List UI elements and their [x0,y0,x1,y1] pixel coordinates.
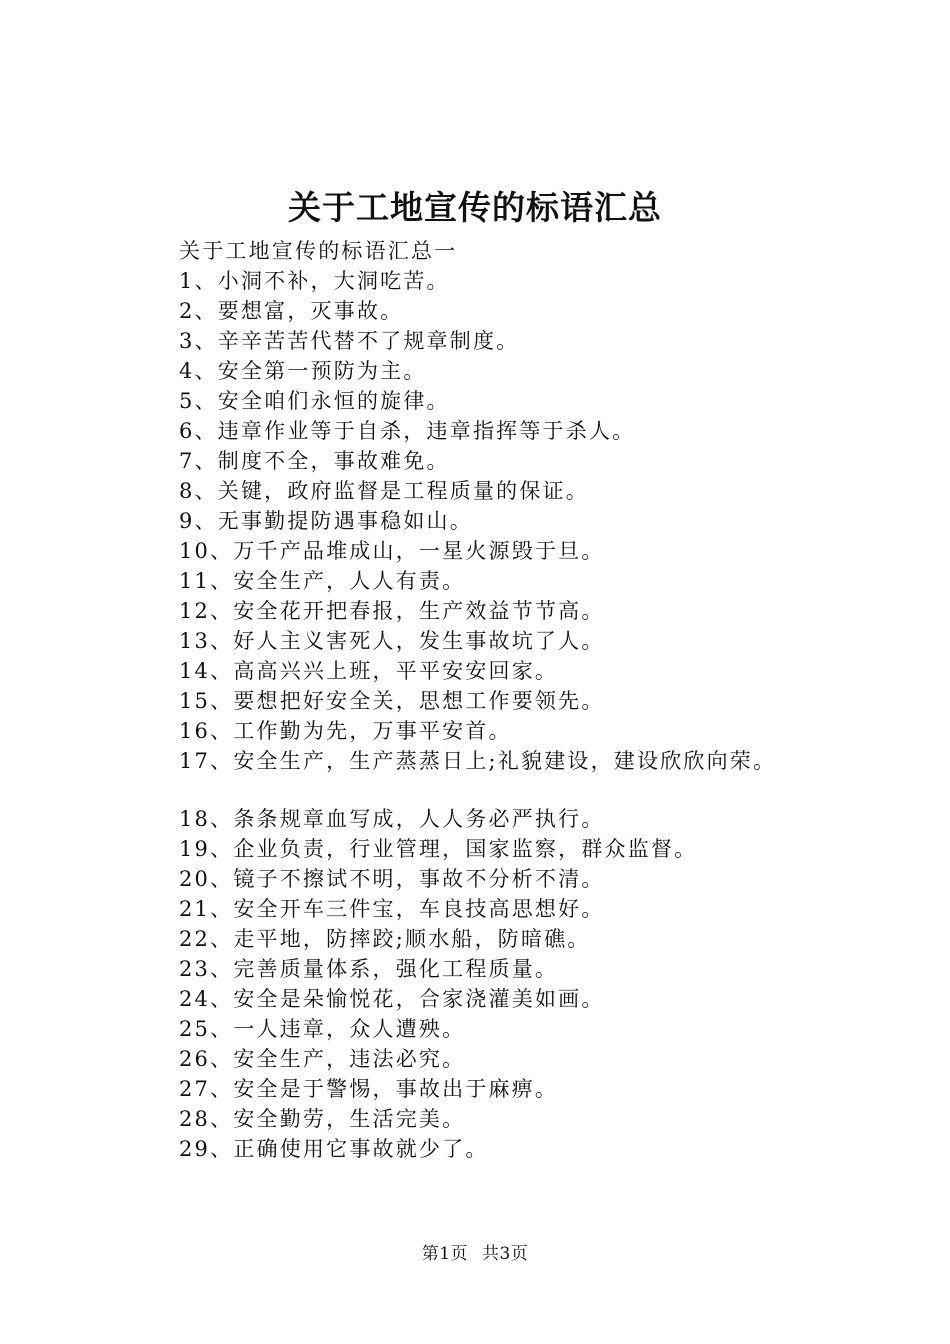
slogan-line: 24、安全是朵愉悦花，合家浇灌美如画。 [179,987,605,1011]
page-number: 第1页 [421,1244,469,1264]
page-footer [0,1240,950,1268]
paragraph-gap [179,776,879,804]
slogan-line: 6、违章作业等于自杀，违章指挥等于杀人。 [179,419,636,443]
slogan-line: 22、走平地，防摔跤;顺水船，防暗礁。 [179,927,591,951]
page-total: 共3页 [481,1244,529,1264]
slogan-line: 19、企业负责，行业管理，国家监察，群众监督。 [179,837,698,861]
slogan-line: 23、完善质量体系，强化工程质量。 [179,957,559,981]
slogan-line: 8、关键，政府监督是工程质量的保证。 [179,479,589,503]
slogan-line: 21、安全开车三件宝，车良技高思想好。 [179,897,605,921]
slogan-line: 28、安全勤劳，生活完美。 [179,1107,466,1131]
slogan-line: 27、安全是于警惕，事故出于麻痹。 [179,1077,559,1101]
slogan-line: 29、正确使用它事故就少了。 [179,1137,489,1161]
slogan-line: 25、一人违章，众人遭殃。 [179,1017,466,1041]
slogan-line: 14、高高兴兴上班，平平安安回家。 [179,659,559,683]
slogan-line: 18、条条规章血写成，人人务必严执行。 [179,807,605,831]
page-title: 关于工地宣传的标语汇总 [288,188,662,227]
slogan-line: 5、安全咱们永恒的旋律。 [179,389,450,413]
slogan-line: 7、制度不全，事故难免。 [179,449,450,473]
slogan-line: 2、要想富，灭事故。 [179,299,404,323]
slogan-line: 10、万千产品堆成山，一星火源毁于旦。 [179,539,605,563]
slogan-line: 20、镜子不擦试不明，事故不分析不清。 [179,867,605,891]
section-heading: 关于工地宣传的标语汇总一 [179,239,458,263]
document-body [179,236,879,1164]
slogan-line: 11、安全生产，人人有责。 [179,569,466,593]
slogan-line: 12、安全花开把春报，生产效益节节高。 [179,599,605,623]
slogan-line: 16、工作勤为先，万事平安首。 [179,719,512,743]
slogan-line: 9、无事勤提防遇事稳如山。 [179,509,473,533]
slogan-line: 15、要想把好安全关，思想工作要领先。 [179,689,605,713]
slogan-line: 26、安全生产，违法必究。 [179,1047,466,1071]
slogan-line: 3、辛辛苦苦代替不了规章制度。 [179,329,520,353]
slogan-line: 1、小洞不补，大洞吃苦。 [179,269,450,293]
slogan-line: 4、安全第一预防为主。 [179,359,427,383]
slogan-line: 13、好人主义害死人，发生事故坑了人。 [179,629,605,653]
slogan-line: 17、安全生产，生产蒸蒸日上;礼貌建设，建设欣欣向荣。 [179,749,777,773]
